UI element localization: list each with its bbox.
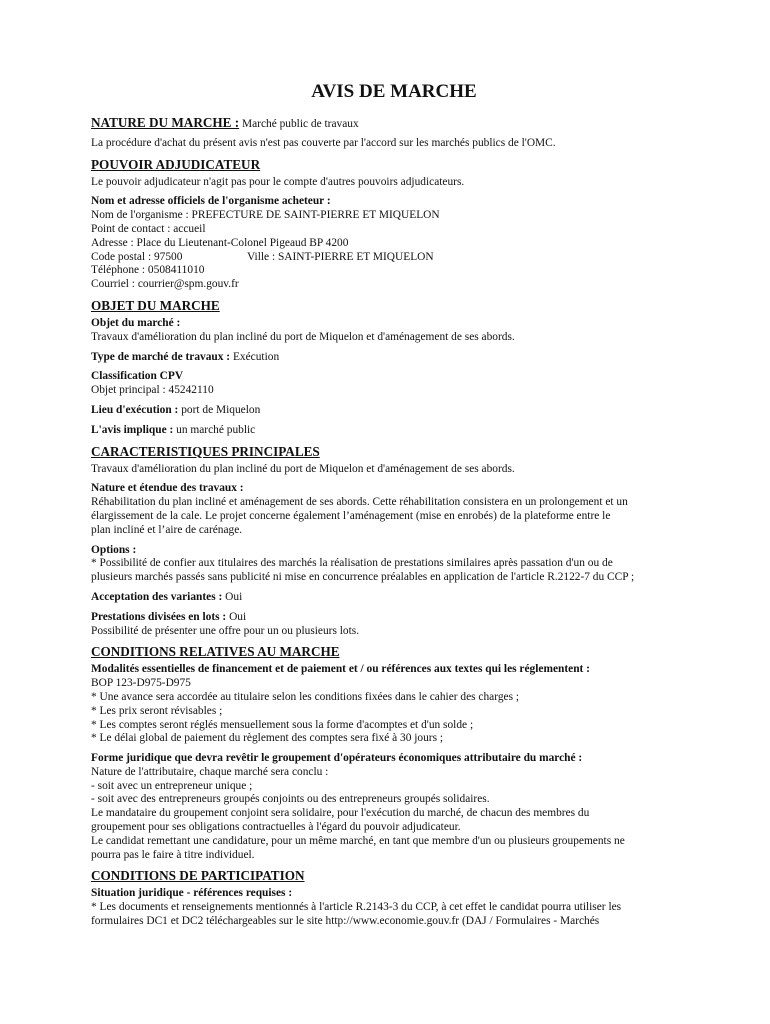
document-page <box>91 80 697 935</box>
options-l2: plusieurs marchés passés sans publicité ni mise en concurrence préalables en application de l'article R.2122-7 du CCP ; <box>91 571 635 584</box>
section-conditions <box>91 644 697 862</box>
lots-value: Oui <box>229 610 247 623</box>
heading-nature: NATURE DU MARCHE : <box>91 115 240 130</box>
objet-value: Travaux d'amélioration du plan incliné du port de Miquelon et d'aménagement de ses abords. <box>91 330 515 343</box>
options-label: Options : <box>91 543 137 556</box>
situation-l2: formulaires DC1 et DC2 téléchargeables sur le site http://www.economie.gouv.fr (DAJ / Formulaires - Marchés <box>91 915 600 928</box>
variantes-label: Acceptation des variantes : <box>91 590 223 603</box>
org-contact: Point de contact : accueil <box>91 222 206 235</box>
nature-travaux-label: Nature et étendue des travaux : <box>91 482 244 495</box>
lots-text: Possibilité de présenter une offre pour un ou plusieurs lots. <box>91 624 360 637</box>
forme-l2: - soit avec un entrepreneur unique ; <box>91 779 253 792</box>
heading-objet: OBJET DU MARCHE <box>91 297 220 313</box>
variantes-value: Oui <box>225 590 243 603</box>
situation-label: Situation juridique - références requises : <box>91 887 293 900</box>
list-item: * Les prix seront révisables ; <box>91 704 223 717</box>
avis-value: un marché public <box>176 423 256 436</box>
document-title: AVIS DE MARCHE <box>311 81 477 102</box>
omc-text: La procédure d'achat du présent avis n'est pas couverte par l'accord sur les marchés publics de l'OMC. <box>91 136 556 149</box>
heading-conditions: CONDITIONS RELATIVES AU MARCHE <box>91 644 340 660</box>
list-item: * Le délai global de paiement du règlement des comptes sera fixé à 30 jours ; <box>91 732 444 745</box>
section-participation <box>91 868 697 928</box>
forme-l5: groupement pour ses obligations contractuelles à l'égard du pouvoir adjudicateur. <box>91 821 461 834</box>
nature-travaux-l2: élargissement de la cale. Le projet concerne également l’aménagement (mise en enrobés) de la plateforme entre le <box>91 509 611 522</box>
forme-l1: Nature de l'attributaire, chaque marché sera conclu : <box>91 765 329 778</box>
heading-participation: CONDITIONS DE PARTICIPATION <box>91 868 305 884</box>
heading-caracteristiques: CARACTERISTIQUES PRINCIPALES <box>91 443 320 459</box>
section-nature <box>91 115 697 151</box>
lieu-label: Lieu d'exécution : <box>91 403 179 416</box>
nature-value: Marché public de travaux <box>241 118 359 130</box>
type-label: Type de marché de travaux : <box>91 350 231 363</box>
list-item: * Une avance sera accordée au titulaire selon les conditions fixées dans le cahier des charges ; <box>91 690 520 703</box>
lots-label: Prestations divisées en lots : <box>91 610 227 623</box>
org-postal: Code postal : 97500 <box>91 250 183 263</box>
forme-label: Forme juridique que devra revêtir le groupement d'opérateurs économiques attributaire du marché : <box>91 752 583 765</box>
org-postal-city <box>91 251 697 265</box>
situation-l1: * Les documents et renseignements mentionnés à l'article R.2143-3 du CCP, à cet effet le candidat pourra utiliser les <box>91 901 622 914</box>
type-value: Exécution <box>232 350 280 363</box>
org-name: Nom de l'organisme : PREFECTURE DE SAINT-PIERRE ET MIQUELON <box>91 209 440 222</box>
org-phone: Téléphone : 0508411010 <box>91 264 205 277</box>
lieu-value: port de Miquelon <box>181 403 261 416</box>
caract-text: Travaux d'amélioration du plan incliné du port de Miquelon et d'aménagement de ses abords. <box>91 462 515 475</box>
forme-l6: Le candidat remettant une candidature, pour un même marché, en tant que membre d'un ou plusieurs groupements ne <box>91 834 625 847</box>
nature-travaux-l1: Réhabilitation du plan incliné et aménagement de ses abords. Cette réhabilitation consistera en un prolongement et un <box>91 496 628 509</box>
bop-line: BOP 123-D975-D975 <box>91 677 191 690</box>
forme-l3: - soit avec des entrepreneurs groupés conjoints ou des entrepreneurs groupés solidaires. <box>91 793 490 806</box>
section-caracteristiques <box>91 444 697 639</box>
pouvoir-text: Le pouvoir adjudicateur n'agit pas pour le compte d'autres pouvoirs adjudicateurs. <box>91 175 465 188</box>
list-item: * Les comptes seront réglés mensuellement sous la forme d'acomptes et d'un solde ; <box>91 718 474 731</box>
org-address: Adresse : Place du Lieutenant-Colonel Pigeaud BP 4200 <box>91 236 349 249</box>
section-pouvoir <box>91 157 697 292</box>
options-l1: * Possibilité de confier aux titulaires des marchés la réalisation de prestations similaires après passation d'un ou de <box>91 557 613 570</box>
section-objet <box>91 298 697 438</box>
forme-l7: pourra pas le faire à titre individuel. <box>91 848 255 861</box>
forme-l4: Le mandataire du groupement conjoint sera solidaire, pour l'exécution du marché, de chacun des membres du <box>91 807 590 820</box>
nature-travaux-l3: plan incliné et l’aire de carénage. <box>91 523 243 536</box>
cpv-value: Objet principal : 45242110 <box>91 384 214 397</box>
cpv-label: Classification CPV <box>91 370 184 383</box>
org-city: Ville : SAINT-PIERRE ET MIQUELON <box>247 250 434 263</box>
org-email: Courriel : courrier@spm.gouv.fr <box>91 278 239 291</box>
org-label: Nom et adresse officiels de l'organisme acheteur : <box>91 195 331 208</box>
heading-pouvoir: POUVOIR ADJUDICATEUR <box>91 156 261 172</box>
modalites-label: Modalités essentielles de financement et de paiement et / ou références aux textes qui les réglementent : <box>91 663 590 676</box>
objet-label: Objet du marché : <box>91 316 181 329</box>
avis-label: L'avis implique : <box>91 423 174 436</box>
